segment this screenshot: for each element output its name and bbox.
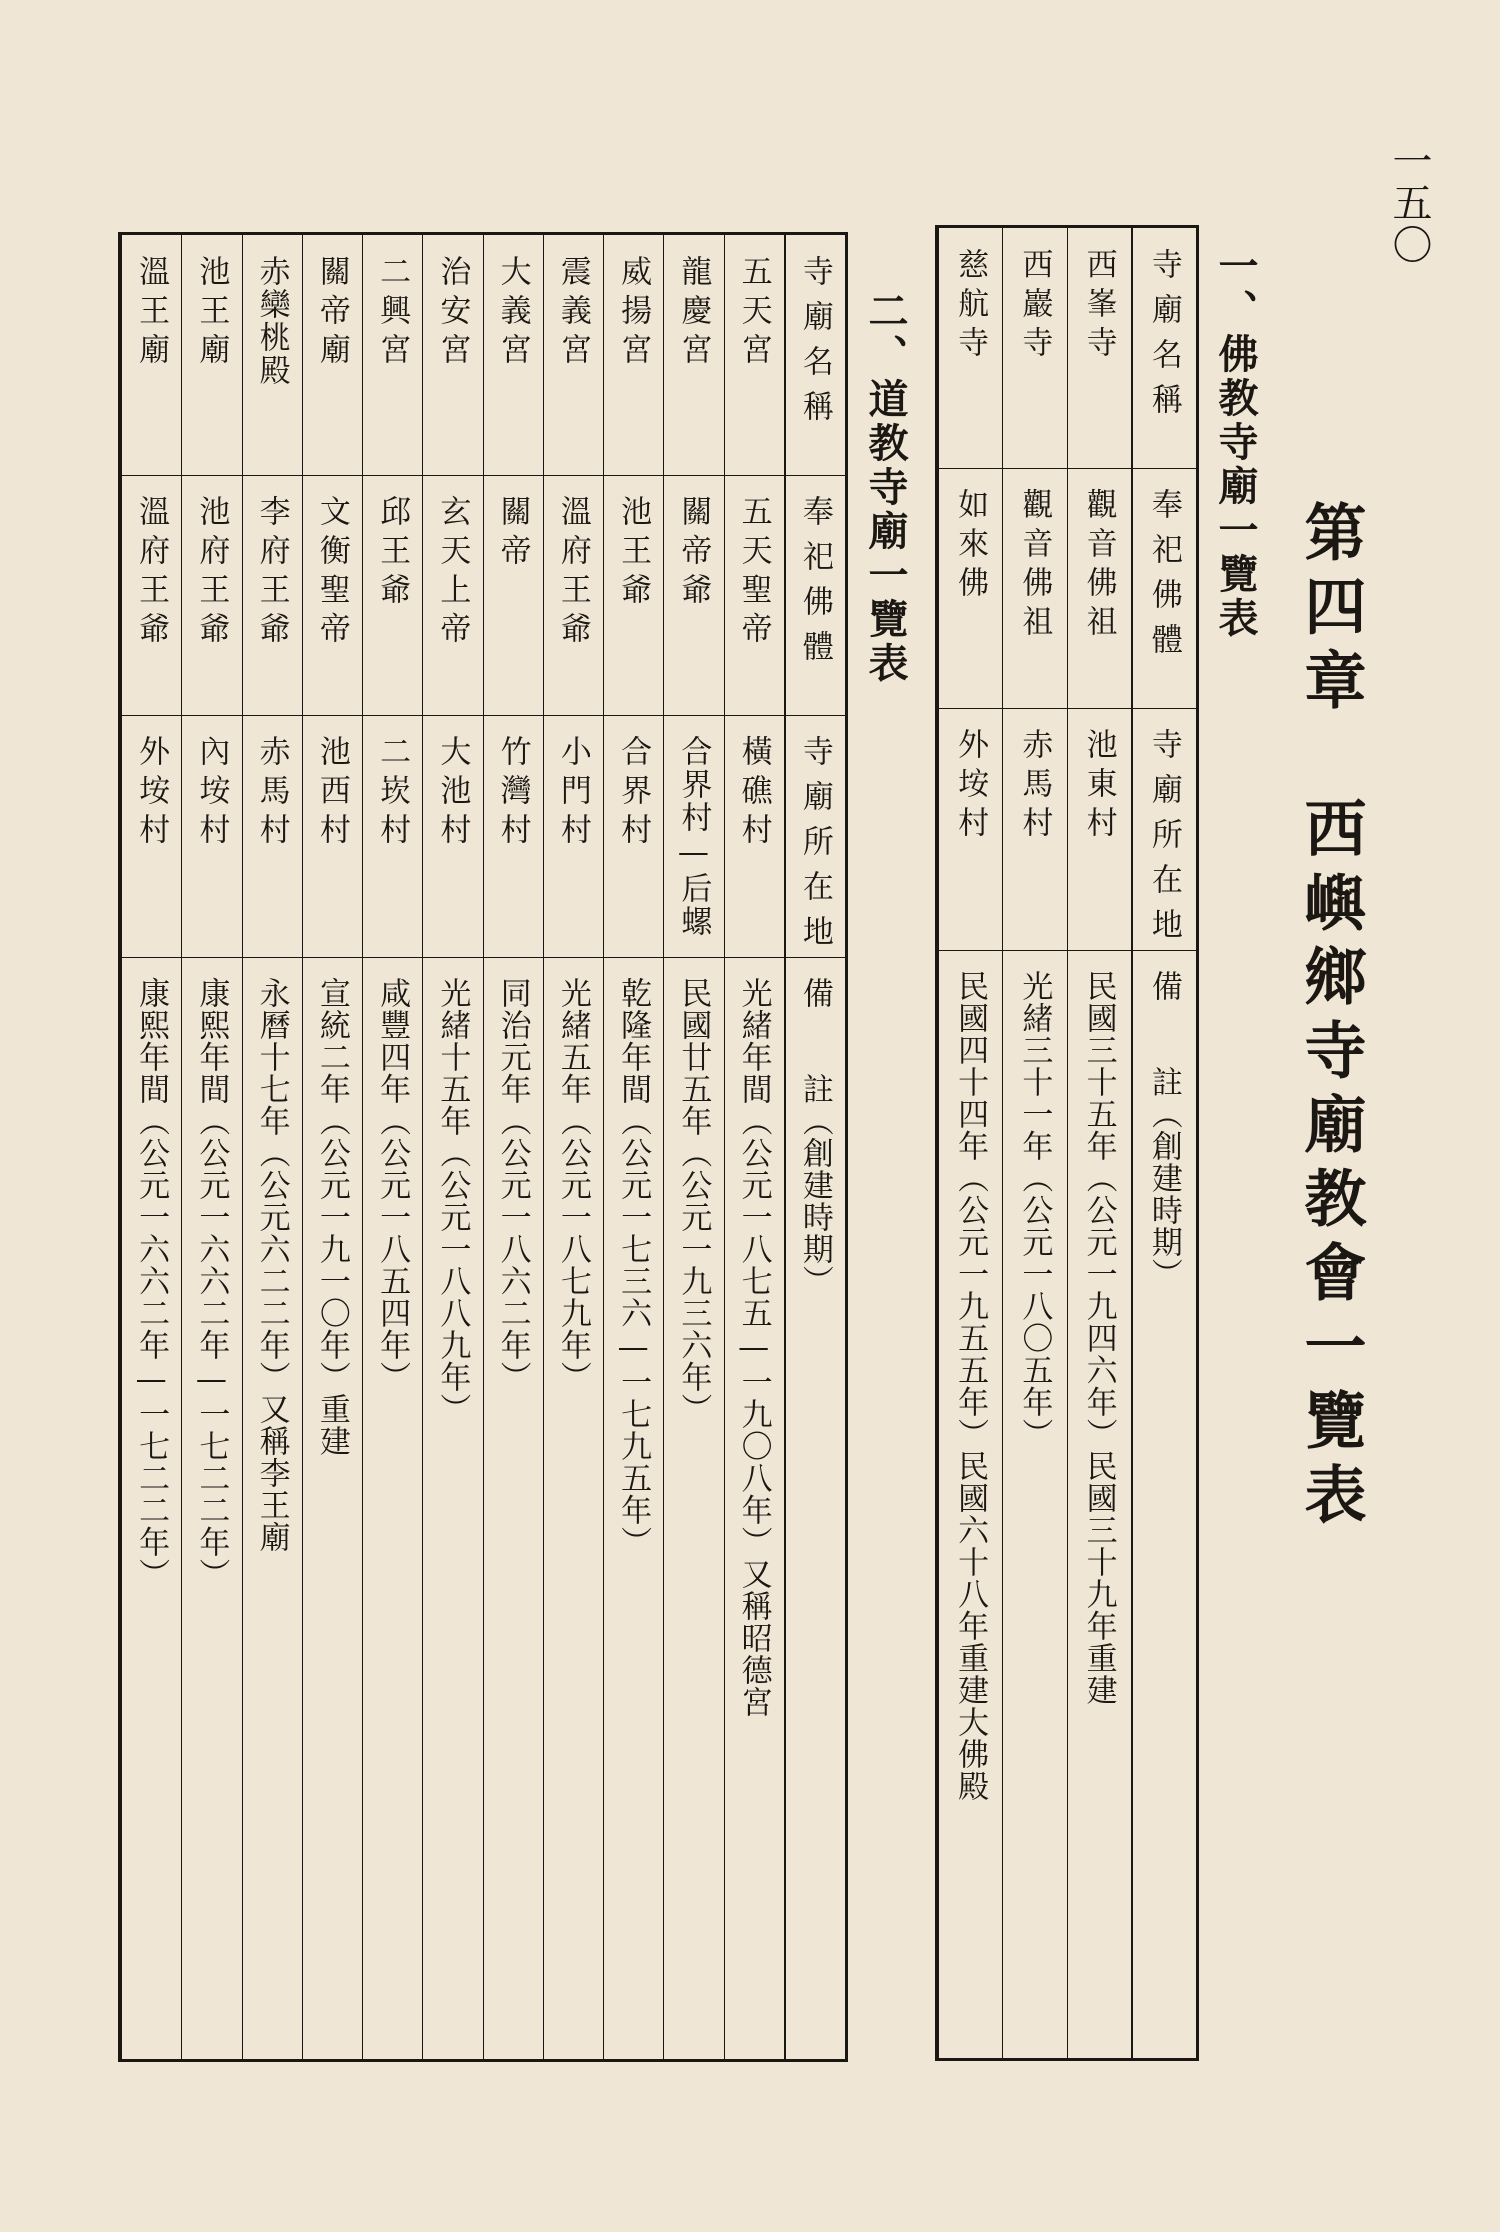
taoist-temple-table: [118, 232, 848, 2062]
temple-notes: 乾隆年間（公元一七三六—一七九五年）: [615, 977, 652, 1558]
table-row: [603, 235, 663, 2059]
table-row: [1067, 228, 1131, 2058]
section1-title: 一、佛教寺廟一覽表: [1212, 245, 1259, 641]
temple-location: 赤馬村: [253, 735, 290, 852]
table-divider: [121, 475, 845, 476]
temple-deity: 關帝爺: [675, 495, 712, 612]
temple-name: 慈航寺: [952, 248, 989, 365]
temple-deity: 文衡聖帝: [313, 495, 350, 651]
temple-name: 威揚宮: [615, 255, 652, 372]
temple-deity: 邱王爺: [374, 495, 411, 612]
temple-location: 橫礁村: [735, 735, 772, 852]
header-notes: 備 註（創建時期）: [1145, 970, 1182, 1290]
temple-deity: 池王爺: [615, 495, 652, 612]
temple-location: 大池村: [434, 735, 471, 852]
temple-notes: 永曆十七年（公元六二二年）又稱李王廟: [253, 977, 290, 1553]
section2-title: 二、道教寺廟一覽表: [862, 290, 909, 686]
header-name: 寺廟名稱: [796, 255, 833, 435]
temple-notes: 同治元年（公元一八六二年）: [494, 977, 531, 1393]
temple-location: 合界村—后螺: [675, 735, 712, 938]
table-divider: [938, 468, 1196, 469]
chapter-title: 第四章 西嶼鄉寺廟教會一覽表: [1294, 500, 1367, 1536]
temple-name: 大義宮: [494, 255, 531, 372]
temple-notes: 康熙年間（公元一六六二年—一七二二年）: [133, 977, 170, 1590]
temple-location: 竹灣村: [494, 735, 531, 852]
temple-name: 二興宮: [374, 255, 411, 372]
table-row: [724, 235, 784, 2059]
temple-location: 赤馬村: [1016, 728, 1053, 845]
header-deity: 奉祀佛體: [1145, 488, 1182, 668]
table-divider: [938, 708, 1196, 709]
table-row: [302, 235, 362, 2059]
temple-name: 震義宮: [554, 255, 591, 372]
temple-location: 外垵村: [133, 735, 170, 852]
header-location: 寺廟所在地: [796, 735, 833, 960]
temple-name: 西峯寺: [1080, 248, 1117, 365]
temple-deity: 李府王爺: [253, 495, 290, 651]
page-number: 一五〇: [1386, 140, 1432, 266]
temple-notes: 咸豐四年（公元一八五四年）: [374, 977, 411, 1393]
temple-name: 池王廟: [193, 255, 230, 372]
temple-location: 外垵村: [952, 728, 989, 845]
temple-notes: 光緒十五年（公元一八八九年）: [434, 977, 471, 1425]
temple-name: 五天宮: [735, 255, 772, 372]
table-row: [543, 235, 603, 2059]
temple-notes: 民國廿五年（公元一九三六年）: [675, 977, 712, 1425]
temple-deity: 關帝: [494, 495, 531, 573]
table-row: [181, 235, 241, 2059]
temple-deity: 溫府王爺: [554, 495, 591, 651]
temple-name: 赤欒桃殿: [253, 255, 290, 387]
table-row: [121, 235, 181, 2059]
table-row: [242, 235, 302, 2059]
temple-deity: 觀音佛祖: [1016, 488, 1053, 644]
temple-notes: 民國四十四年（公元一九五五年）民國六十八年重建大佛殿: [952, 970, 989, 1802]
temple-deity: 溫府王爺: [133, 495, 170, 651]
table-divider: [121, 715, 845, 716]
temple-location: 池西村: [313, 735, 350, 852]
table-row: [483, 235, 543, 2059]
temple-deity: 池府王爺: [193, 495, 230, 651]
table-divider: [121, 957, 845, 958]
temple-name: 治安宮: [434, 255, 471, 372]
temple-location: 二崁村: [374, 735, 411, 852]
table-row: [938, 228, 1002, 2058]
temple-deity: 玄天上帝: [434, 495, 471, 651]
temple-location: 池東村: [1080, 728, 1117, 845]
temple-location: 小門村: [554, 735, 591, 852]
temple-name: 溫王廟: [133, 255, 170, 372]
temple-notes: 民國三十五年（公元一九四六年）民國三十九年重建: [1080, 970, 1117, 1706]
header-location: 寺廟所在地: [1145, 728, 1182, 953]
header-deity: 奉祀佛體: [796, 495, 833, 675]
temple-location: 內垵村: [193, 735, 230, 852]
table-row: [422, 235, 482, 2059]
temple-notes: 光緒三十一年（公元一八〇五年）: [1016, 970, 1053, 1450]
temple-notes: 光緒五年（公元一八七九年）: [554, 977, 591, 1393]
table-header-column: [784, 235, 845, 2059]
temple-notes: 光緒年間（公元一八七五—一九〇八年）又稱昭德宮: [735, 977, 772, 1718]
table-divider: [938, 950, 1196, 951]
table-row: [362, 235, 422, 2059]
temple-name: 西巖寺: [1016, 248, 1053, 365]
temple-location: 合界村: [615, 735, 652, 852]
header-notes: 備 註（創建時期）: [796, 977, 833, 1297]
temple-notes: 宣統二年（公元一九一〇年）重建: [313, 977, 350, 1457]
table-row: [663, 235, 723, 2059]
temple-name: 關帝廟: [313, 255, 350, 372]
table-row: [1002, 228, 1066, 2058]
header-name: 寺廟名稱: [1145, 248, 1182, 428]
temple-deity: 五天聖帝: [735, 495, 772, 651]
buddhist-temple-table: [935, 225, 1199, 2061]
temple-name: 龍慶宮: [675, 255, 712, 372]
temple-notes: 康熙年間（公元一六六二年—一七二二年）: [193, 977, 230, 1590]
temple-deity: 觀音佛祖: [1080, 488, 1117, 644]
temple-deity: 如來佛: [952, 488, 989, 605]
table-header-column: [1131, 228, 1196, 2058]
